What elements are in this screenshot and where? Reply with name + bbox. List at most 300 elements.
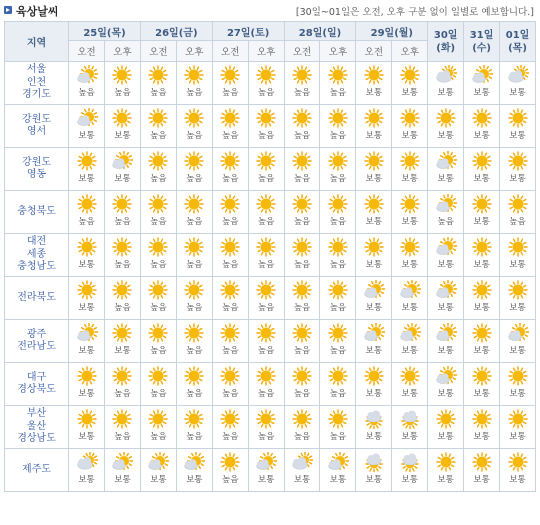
cloudy-sun-icon: [362, 409, 386, 429]
forecast-label: 높음: [293, 346, 311, 356]
forecast-cell: [284, 234, 320, 277]
partly-cloudy-icon: [434, 366, 458, 386]
sunny-icon: [470, 452, 494, 472]
forecast-label: 보통: [114, 475, 131, 485]
forecast-cell: [500, 406, 536, 449]
forecast-label: 보통: [78, 346, 95, 356]
table-row: [5, 105, 536, 148]
forecast-label: 보통: [509, 174, 526, 184]
partly-cloudy-icon: [434, 323, 458, 343]
forecast-label: 보통: [473, 131, 490, 141]
forecast-cell: [464, 191, 500, 234]
forecast-label: 보통: [437, 432, 454, 442]
forecast-cell: [500, 449, 536, 492]
forecast-label: 보통: [401, 217, 418, 227]
forecast-label: 보통: [509, 432, 526, 442]
forecast-cell: [248, 191, 284, 234]
forecast-cell: [176, 449, 212, 492]
forecast-cell: [392, 191, 428, 234]
bullet-arrow-icon: [4, 6, 12, 14]
sunny-icon: [506, 108, 530, 128]
forecast-cell: [105, 363, 141, 406]
forecast-cell: [176, 62, 212, 105]
day-header: 25일(목): [69, 22, 141, 41]
region-name: 서울 인천 경기도: [5, 62, 69, 105]
forecast-cell: [356, 234, 392, 277]
table-row: [5, 320, 536, 363]
forecast-cell: [500, 148, 536, 191]
forecast-label: 높음: [293, 174, 311, 184]
sunny-icon: [110, 65, 134, 85]
forecast-cell: [212, 148, 248, 191]
forecast-label: 높음: [221, 260, 239, 270]
sunny-icon: [362, 108, 386, 128]
forecast-label: 보통: [509, 131, 526, 141]
sunny-icon: [398, 65, 422, 85]
forecast-label: 높음: [114, 432, 131, 442]
forecast-cell: [248, 277, 284, 320]
forecast-label: 보통: [401, 88, 418, 98]
forecast-cell: [105, 62, 141, 105]
region-name: 전라북도: [5, 277, 69, 320]
forecast-cell: [428, 191, 464, 234]
forecast-cell: [320, 363, 356, 406]
forecast-label: 높음: [186, 131, 203, 141]
forecast-cell: [69, 449, 105, 492]
table-row: [5, 191, 536, 234]
forecast-cell: [392, 62, 428, 105]
sunny-icon: [182, 108, 206, 128]
partly-cloudy-icon: [362, 280, 386, 300]
forecast-cell: [176, 406, 212, 449]
sunny-icon: [110, 366, 134, 386]
forecast-cell: [500, 363, 536, 406]
forecast-cell: [356, 148, 392, 191]
partly-cloudy-icon: [434, 237, 458, 257]
sunny-icon: [75, 409, 99, 429]
forecast-cell: [320, 105, 356, 148]
forecast-cell: [392, 449, 428, 492]
sunny-icon: [110, 237, 134, 257]
forecast-cell: [248, 363, 284, 406]
forecast-cell: [464, 105, 500, 148]
cloudy-icon: [75, 452, 99, 472]
forecast-label: 높음: [186, 260, 203, 270]
forecast-label: 보통: [78, 432, 95, 442]
sunny-icon: [110, 280, 134, 300]
forecast-cell: [356, 191, 392, 234]
partly-cloudy-icon: [254, 452, 278, 472]
forecast-cell: [105, 234, 141, 277]
partly-cloudy-icon: [326, 452, 350, 472]
sunny-icon: [326, 366, 350, 386]
forecast-cell: [392, 363, 428, 406]
forecast-cell: [464, 363, 500, 406]
partly-cloudy-icon: [75, 108, 99, 128]
forecast-cell: [320, 148, 356, 191]
sunny-icon: [290, 65, 314, 85]
sunny-icon: [254, 237, 278, 257]
sunny-icon: [110, 323, 134, 343]
forecast-label: 보통: [437, 88, 454, 98]
forecast-cell: [69, 62, 105, 105]
sunny-icon: [290, 409, 314, 429]
sunny-icon: [75, 366, 99, 386]
sunny-icon: [434, 108, 458, 128]
forecast-label: 높음: [221, 475, 239, 485]
forecast-label: 높음: [150, 303, 167, 313]
forecast-label: 보통: [365, 131, 383, 141]
am-header: 오전: [212, 41, 248, 62]
forecast-label: 높음: [150, 217, 167, 227]
table-row: [5, 62, 536, 105]
sunny-icon: [110, 194, 134, 214]
forecast-cell: [248, 406, 284, 449]
sunny-icon: [146, 194, 170, 214]
forecast-cell: [212, 234, 248, 277]
region-name: 부산 울산 경상남도: [5, 406, 69, 449]
forecast-label: 높음: [114, 217, 131, 227]
day-header: 27일(토): [212, 22, 284, 41]
forecast-cell: [212, 406, 248, 449]
sunny-icon: [470, 237, 494, 257]
forecast-cell: [105, 320, 141, 363]
table-row: [5, 449, 536, 492]
region-name: 대구 경상북도: [5, 363, 69, 406]
sunny-icon: [218, 366, 242, 386]
sunny-icon: [326, 151, 350, 171]
forecast-label: 보통: [401, 475, 418, 485]
forecast-label: 높음: [257, 217, 275, 227]
sunny-icon: [398, 108, 422, 128]
sunny-icon: [506, 151, 530, 171]
forecast-label: 보통: [509, 389, 526, 399]
sunny-icon: [254, 108, 278, 128]
forecast-cell: [248, 62, 284, 105]
forecast-label: 보통: [401, 346, 418, 356]
sunny-icon: [470, 409, 494, 429]
forecast-label: 보통: [509, 303, 526, 313]
forecast-label: 보통: [473, 303, 490, 313]
forecast-cell: [140, 105, 176, 148]
forecast-cell: [392, 320, 428, 363]
table-row: [5, 363, 536, 406]
forecast-label: 보통: [509, 346, 526, 356]
forecast-cell: [428, 277, 464, 320]
forecast-cell: [212, 320, 248, 363]
forecast-label: 보통: [78, 475, 95, 485]
partly-cloudy-icon: [398, 323, 422, 343]
sunny-icon: [434, 452, 458, 472]
section-header: [0, 0, 540, 22]
forecast-label: 보통: [509, 475, 526, 485]
forecast-label: 보통: [437, 260, 454, 270]
forecast-cell: [140, 234, 176, 277]
sunny-icon: [506, 194, 530, 214]
forecast-label: 높음: [78, 88, 95, 98]
forecast-cell: [464, 234, 500, 277]
section-title: 육상날씨: [16, 5, 59, 18]
sunny-icon: [146, 108, 170, 128]
forecast-cell: [140, 406, 176, 449]
sunny-icon: [290, 194, 314, 214]
forecast-cell: [428, 363, 464, 406]
cloudy-sun-icon: [398, 409, 422, 429]
sunny-icon: [146, 366, 170, 386]
forecast-label: 높음: [186, 389, 203, 399]
forecast-label: 보통: [293, 475, 311, 485]
sunny-icon: [398, 151, 422, 171]
forecast-label: 보통: [473, 217, 490, 227]
forecast-label: 높음: [221, 174, 239, 184]
forecast-label: 보통: [509, 88, 526, 98]
forecast-label: 보통: [437, 346, 454, 356]
sunny-icon: [218, 65, 242, 85]
forecast-cell: [212, 105, 248, 148]
forecast-cell: [356, 62, 392, 105]
forecast-label: 높음: [293, 217, 311, 227]
forecast-label: 높음: [78, 217, 95, 227]
region-name: 충청북도: [5, 191, 69, 234]
sunny-icon: [110, 108, 134, 128]
forecast-cell: [105, 191, 141, 234]
forecast-cell: [248, 148, 284, 191]
sunny-icon: [218, 452, 242, 472]
sunny-icon: [75, 194, 99, 214]
table-row: [5, 234, 536, 277]
sunny-icon: [362, 366, 386, 386]
forecast-label: 높음: [257, 174, 275, 184]
forecast-cell: [69, 148, 105, 191]
forecast-label: 보통: [437, 475, 454, 485]
forecast-cell: [176, 191, 212, 234]
forecast-label: 보통: [473, 389, 490, 399]
sunny-icon: [218, 280, 242, 300]
forecast-cell: [284, 105, 320, 148]
forecast-cell: [140, 148, 176, 191]
forecast-cell: [464, 62, 500, 105]
forecast-label: 높음: [329, 346, 347, 356]
forecast-cell: [248, 449, 284, 492]
sunny-icon: [506, 280, 530, 300]
cloudy-icon: [434, 65, 458, 85]
forecast-label: 높음: [114, 88, 131, 98]
forecast-cell: [464, 406, 500, 449]
forecast-label: 높음: [221, 303, 239, 313]
forecast-cell: [392, 406, 428, 449]
forecast-label: 보통: [150, 475, 167, 485]
partly-cloudy-icon: [110, 151, 134, 171]
sunny-icon: [362, 151, 386, 171]
cloudy-icon: [290, 452, 314, 472]
sunny-icon: [398, 194, 422, 214]
partly-cloudy-icon: [434, 194, 458, 214]
forecast-label: 높음: [257, 389, 275, 399]
sunny-icon: [470, 280, 494, 300]
forecast-cell: [140, 320, 176, 363]
partly-cloudy-icon: [110, 452, 134, 472]
forecast-label: 보통: [78, 260, 95, 270]
sunny-icon: [290, 280, 314, 300]
forecast-label: 보통: [401, 174, 418, 184]
forecast-cell: [284, 191, 320, 234]
forecast-label: 높음: [186, 346, 203, 356]
forecast-label: 높음: [257, 432, 275, 442]
forecast-label: 보통: [329, 475, 347, 485]
forecast-cell: [176, 148, 212, 191]
forecast-cell: [140, 363, 176, 406]
forecast-label: 높음: [150, 131, 167, 141]
forecast-label: 보통: [365, 174, 383, 184]
forecast-cell: [320, 277, 356, 320]
forecast-label: 보통: [78, 174, 95, 184]
forecast-label: 높음: [329, 303, 347, 313]
sunny-icon: [398, 237, 422, 257]
forecast-label: 높음: [329, 88, 347, 98]
forecast-cell: [392, 148, 428, 191]
sunny-icon: [182, 366, 206, 386]
forecast-label: 보통: [114, 174, 131, 184]
am-header: 오전: [284, 41, 320, 62]
forecast-cell: [428, 449, 464, 492]
forecast-cell: [212, 62, 248, 105]
forecast-label: 높음: [329, 174, 347, 184]
region-header: 지역: [5, 22, 69, 62]
forecast-cell: [428, 105, 464, 148]
forecast-cell: [284, 406, 320, 449]
forecast-cell: [356, 105, 392, 148]
forecast-cell: [284, 363, 320, 406]
sunny-icon: [470, 194, 494, 214]
forecast-label: 높음: [293, 131, 311, 141]
forecast-label: 높음: [329, 131, 347, 141]
forecast-cell: [176, 105, 212, 148]
sunny-icon: [290, 237, 314, 257]
forecast-cell: [356, 277, 392, 320]
forecast-cell: [428, 320, 464, 363]
sunny-icon: [506, 237, 530, 257]
sunny-icon: [218, 323, 242, 343]
sunny-icon: [290, 366, 314, 386]
sunny-icon: [326, 108, 350, 128]
forecast-cell: [392, 105, 428, 148]
forecast-label: 보통: [473, 346, 490, 356]
forecast-label: 높음: [221, 88, 239, 98]
forecast-label: 보통: [257, 475, 275, 485]
forecast-cell: [105, 277, 141, 320]
partly-cloudy-icon: [470, 65, 494, 85]
forecast-label: 보통: [365, 432, 383, 442]
forecast-label: 보통: [78, 131, 95, 141]
forecast-label: 보통: [365, 217, 383, 227]
sunny-icon: [146, 280, 170, 300]
sunny-icon: [326, 409, 350, 429]
forecast-label: 높음: [293, 260, 311, 270]
sunny-icon: [470, 108, 494, 128]
forecast-label: 보통: [473, 432, 490, 442]
forecast-cell: [320, 449, 356, 492]
forecast-cell: [140, 449, 176, 492]
forecast-label: 높음: [150, 432, 167, 442]
forecast-label: 보통: [437, 131, 454, 141]
forecast-cell: [320, 191, 356, 234]
forecast-label: 높음: [257, 346, 275, 356]
partly-cloudy-icon: [506, 323, 530, 343]
sunny-icon: [182, 151, 206, 171]
am-header: 오전: [356, 41, 392, 62]
forecast-label: 높음: [221, 131, 239, 141]
forecast-cell: [140, 277, 176, 320]
sunny-icon: [434, 409, 458, 429]
forecast-cell: [428, 62, 464, 105]
forecast-cell: [140, 62, 176, 105]
sunny-icon: [110, 409, 134, 429]
forecast-label: 보통: [509, 260, 526, 270]
forecast-label: 높음: [186, 88, 203, 98]
forecast-cell: [356, 406, 392, 449]
forecast-cell: [464, 320, 500, 363]
sunny-icon: [362, 237, 386, 257]
day-header: 26일(금): [140, 22, 212, 41]
forecast-cell: [69, 406, 105, 449]
forecast-cell: [69, 234, 105, 277]
sunny-icon: [326, 323, 350, 343]
am-header: 오전: [69, 41, 105, 62]
forecast-cell: [248, 234, 284, 277]
forecast-label: 높음: [257, 131, 275, 141]
sunny-icon: [182, 409, 206, 429]
forecast-label: 보통: [401, 260, 418, 270]
forecast-cell: [284, 449, 320, 492]
forecast-label: 보통: [78, 389, 95, 399]
pm-header: 오후: [105, 41, 141, 62]
partly-cloudy-icon: [75, 323, 99, 343]
pm-header: 오후: [176, 41, 212, 62]
forecast-label: 높음: [221, 432, 239, 442]
forecast-label: 보통: [401, 303, 418, 313]
forecast-cell: [500, 320, 536, 363]
forecast-cell: [105, 406, 141, 449]
forecast-label: 높음: [114, 303, 131, 313]
forecast-label: 보통: [365, 260, 383, 270]
forecast-label: 높음: [186, 432, 203, 442]
forecast-label: 보통: [401, 131, 418, 141]
forecast-cell: [176, 363, 212, 406]
forecast-label: 높음: [186, 174, 203, 184]
forecast-label: 높음: [509, 217, 526, 227]
forecast-label: 보통: [114, 131, 131, 141]
forecast-cell: [105, 148, 141, 191]
forecast-label: 높음: [293, 432, 311, 442]
table-row: [5, 148, 536, 191]
forecast-cell: [500, 105, 536, 148]
forecast-label: 보통: [401, 389, 418, 399]
sunny-icon: [506, 409, 530, 429]
forecast-label: 높음: [114, 389, 131, 399]
day-header: 28일(일): [284, 22, 356, 41]
forecast-cell: [212, 277, 248, 320]
forecast-label: 보통: [473, 174, 490, 184]
forecast-cell: [500, 62, 536, 105]
forecast-cell: [105, 449, 141, 492]
forecast-label: 보통: [365, 389, 383, 399]
region-name: 광주 전라남도: [5, 320, 69, 363]
forecast-cell: [176, 234, 212, 277]
sunny-icon: [290, 323, 314, 343]
forecast-cell: [500, 277, 536, 320]
partly-cloudy-icon: [434, 151, 458, 171]
sunny-icon: [326, 65, 350, 85]
